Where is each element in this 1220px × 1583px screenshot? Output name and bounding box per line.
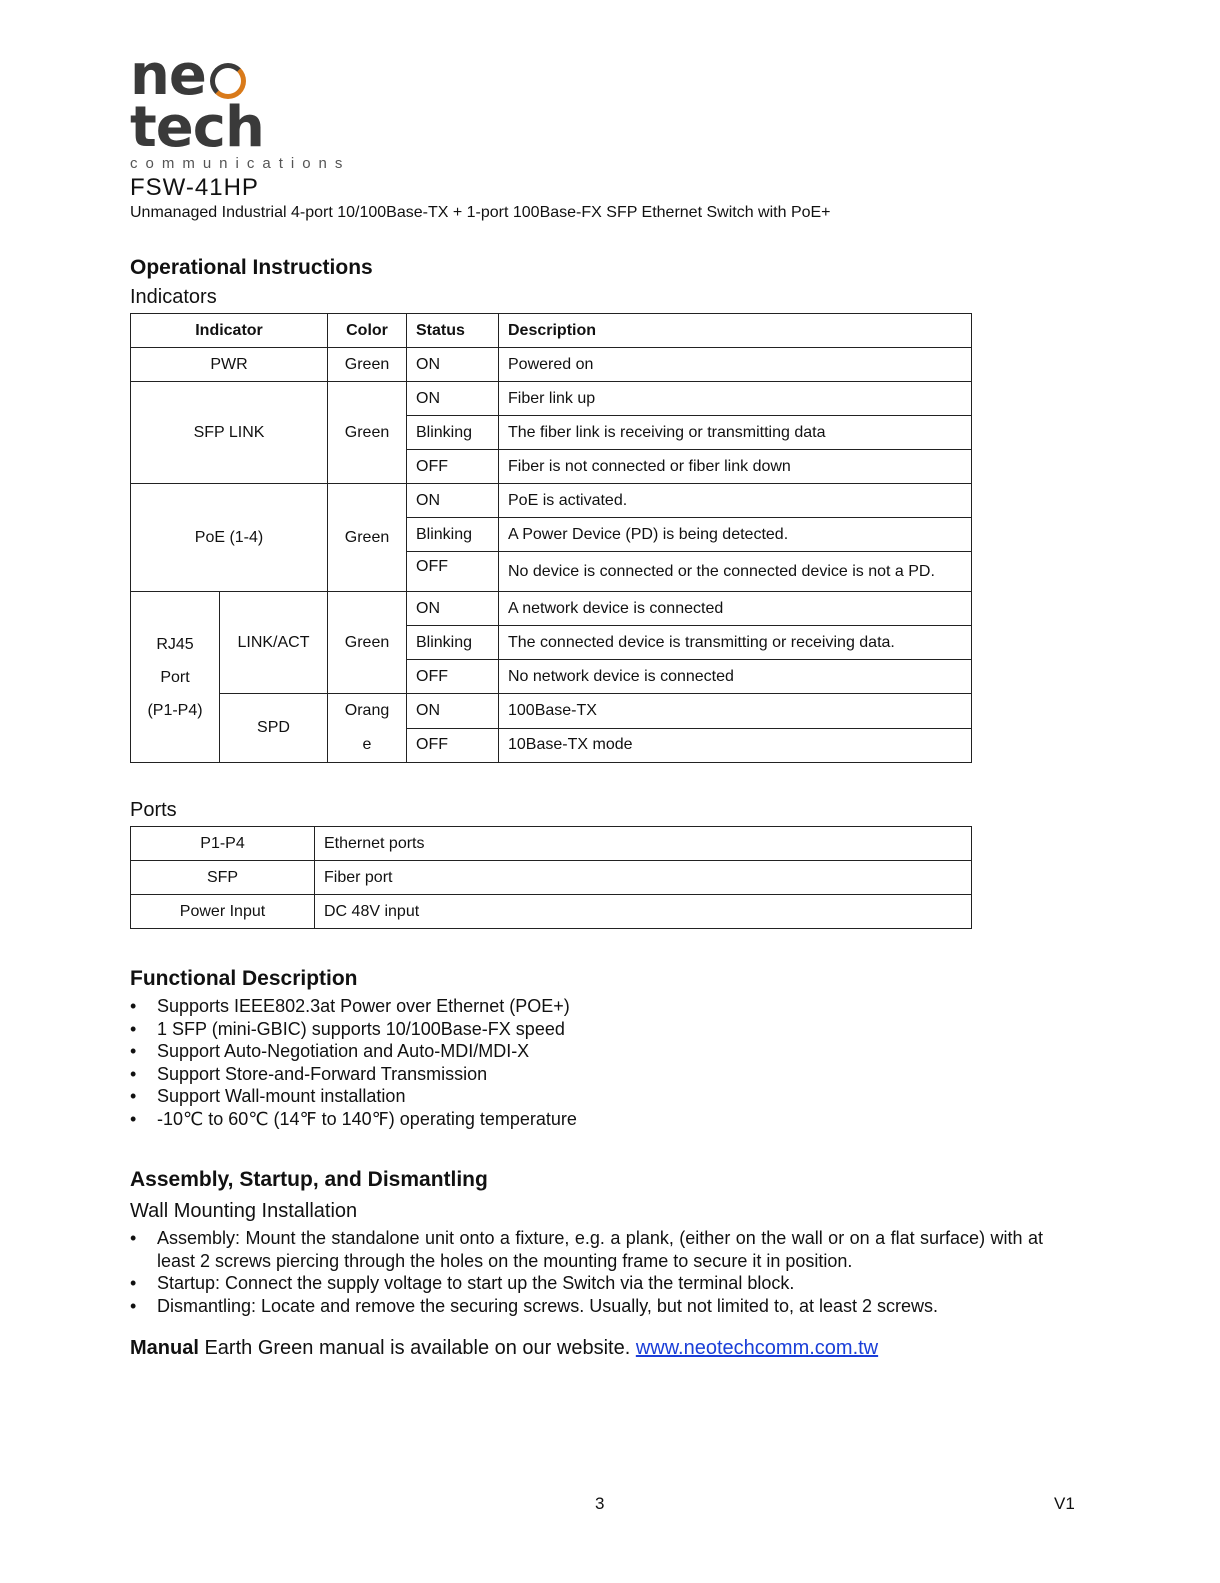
indicator-sfp-link: SFP LINK bbox=[131, 382, 328, 484]
status-cell: OFF bbox=[407, 728, 499, 763]
rj45-label-line2: Port bbox=[160, 668, 190, 686]
description-cell: No device is connected or the connected device is not a PD. bbox=[499, 552, 972, 592]
status-cell: OFF bbox=[407, 660, 499, 694]
table-row bbox=[131, 827, 972, 861]
ports-heading: Ports bbox=[130, 799, 177, 821]
list-item: • Assembly: Mount the standalone unit onto a fixture, e.g. a plank, (either on the wall or on a flat surface) with at least 2 screws piercing through the holes on the mounting frame to secure it in position. bbox=[130, 1227, 1043, 1272]
status-cell: Blinking bbox=[407, 416, 499, 450]
assembly-list bbox=[130, 1227, 1043, 1317]
description-cell: Powered on bbox=[499, 348, 972, 382]
indicators-heading: Indicators bbox=[130, 286, 217, 308]
description-cell: PoE is activated. bbox=[499, 484, 972, 518]
port-description-cell: Fiber port bbox=[315, 861, 972, 895]
color-cell-orange bbox=[328, 694, 407, 763]
assembly-heading: Assembly, Startup, and Dismantling bbox=[130, 1168, 488, 1191]
col-header-indicator: Indicator bbox=[131, 314, 328, 348]
wall-mounting-heading: Wall Mounting Installation bbox=[130, 1200, 358, 1222]
operational-instructions-heading: Operational Instructions bbox=[130, 256, 373, 279]
manual-label: Manual bbox=[130, 1337, 199, 1359]
description-cell: 10Base-TX mode bbox=[499, 728, 972, 763]
list-item: • Dismantling: Locate and remove the securing screws. Usually, but not limited to, at least 2 screws. bbox=[130, 1295, 1043, 1318]
port-description-cell: Ethernet ports bbox=[315, 827, 972, 861]
description-cell: The connected device is transmitting or receiving data. bbox=[499, 626, 972, 660]
ports-table bbox=[130, 826, 972, 929]
version-label: V1 bbox=[1054, 1494, 1075, 1513]
rj45-label-line1: RJ45 bbox=[156, 635, 194, 653]
document-page bbox=[130, 43, 1050, 1360]
page-number: 3 bbox=[595, 1494, 605, 1513]
port-name-cell: P1-P4 bbox=[131, 827, 315, 861]
port-description-cell: DC 48V input bbox=[315, 895, 972, 929]
description-cell: The fiber link is receiving or transmitting data bbox=[499, 416, 972, 450]
logo-text-part1: ne bbox=[130, 43, 206, 108]
list-item: • -10℃ to 60℃ (14℉ to 140℉) operating temperature bbox=[130, 1108, 1050, 1131]
table-header-row bbox=[131, 314, 972, 348]
table-row bbox=[131, 382, 972, 416]
list-item: • Supports IEEE802.3at Power over Ethernet (POE+) bbox=[130, 995, 1050, 1018]
description-cell: A Power Device (PD) is being detected. bbox=[499, 518, 972, 552]
color-cell: Green bbox=[328, 382, 407, 484]
rj45-label-line3: (P1-P4) bbox=[147, 701, 203, 719]
description-cell: No network device is connected bbox=[499, 660, 972, 694]
status-cell: OFF bbox=[407, 450, 499, 484]
port-name-cell: SFP bbox=[131, 861, 315, 895]
orange-label-line2: e bbox=[362, 736, 372, 753]
indicators-table bbox=[130, 313, 972, 763]
list-item: • Support Auto-Negotiation and Auto-MDI/MDI-X bbox=[130, 1040, 1050, 1063]
status-cell: ON bbox=[407, 382, 499, 416]
list-item: • Support Wall-mount installation bbox=[130, 1085, 1050, 1108]
description-cell: A network device is connected bbox=[499, 592, 972, 626]
indicator-rj45-port bbox=[131, 592, 220, 763]
indicator-poe: PoE (1-4) bbox=[131, 484, 328, 592]
indicator-pwr: PWR bbox=[131, 348, 328, 382]
status-cell: ON bbox=[407, 694, 499, 729]
logo-tagline: communications bbox=[130, 155, 351, 172]
indicator-link-act: LINK/ACT bbox=[220, 592, 328, 694]
table-row bbox=[131, 484, 972, 518]
color-cell: Green bbox=[328, 484, 407, 592]
orange-label-line1: Orang bbox=[344, 702, 390, 719]
col-header-description: Description bbox=[499, 314, 972, 348]
description-cell: 100Base-TX bbox=[499, 694, 972, 729]
port-name-cell: Power Input bbox=[131, 895, 315, 929]
table-row bbox=[131, 694, 972, 729]
logo-o-icon bbox=[207, 60, 245, 98]
description-cell: Fiber link up bbox=[499, 382, 972, 416]
table-row bbox=[131, 348, 972, 382]
functional-list bbox=[130, 995, 1050, 1130]
status-cell: ON bbox=[407, 348, 499, 382]
model-name: FSW-41HP bbox=[130, 174, 259, 201]
website-link[interactable]: www.neotechcomm.com.tw bbox=[635, 1337, 879, 1359]
col-header-color: Color bbox=[328, 314, 407, 348]
description-cell: Fiber is not connected or fiber link down bbox=[499, 450, 972, 484]
manual-text: Earth Green manual is available on our website. bbox=[204, 1337, 631, 1359]
product-subtitle: Unmanaged Industrial 4-port 10/100Base-TX + 1-port 100Base-FX SFP Ethernet Switch with PoE+ bbox=[130, 204, 831, 221]
status-cell: Blinking bbox=[407, 626, 499, 660]
table-row bbox=[131, 861, 972, 895]
indicator-spd: SPD bbox=[220, 694, 328, 763]
list-item: • Support Store-and-Forward Transmission bbox=[130, 1063, 1050, 1086]
list-item: • Startup: Connect the supply voltage to start up the Switch via the terminal block. bbox=[130, 1272, 1043, 1295]
col-header-status: Status bbox=[407, 314, 499, 348]
functional-description-heading: Functional Description bbox=[130, 967, 358, 990]
color-cell: Green bbox=[328, 348, 407, 382]
status-cell: OFF bbox=[407, 552, 499, 592]
table-row bbox=[131, 895, 972, 929]
company-logo bbox=[130, 43, 360, 172]
manual-note bbox=[130, 1337, 1050, 1360]
status-cell: Blinking bbox=[407, 518, 499, 552]
list-item: • 1 SFP (mini-GBIC) supports 10/100Base-FX speed bbox=[130, 1018, 1050, 1041]
table-row bbox=[131, 592, 972, 626]
logo-wordmark bbox=[130, 43, 360, 160]
color-cell: Green bbox=[328, 592, 407, 694]
status-cell: ON bbox=[407, 484, 499, 518]
status-cell: ON bbox=[407, 592, 499, 626]
logo-text-part2: tech bbox=[130, 95, 264, 160]
